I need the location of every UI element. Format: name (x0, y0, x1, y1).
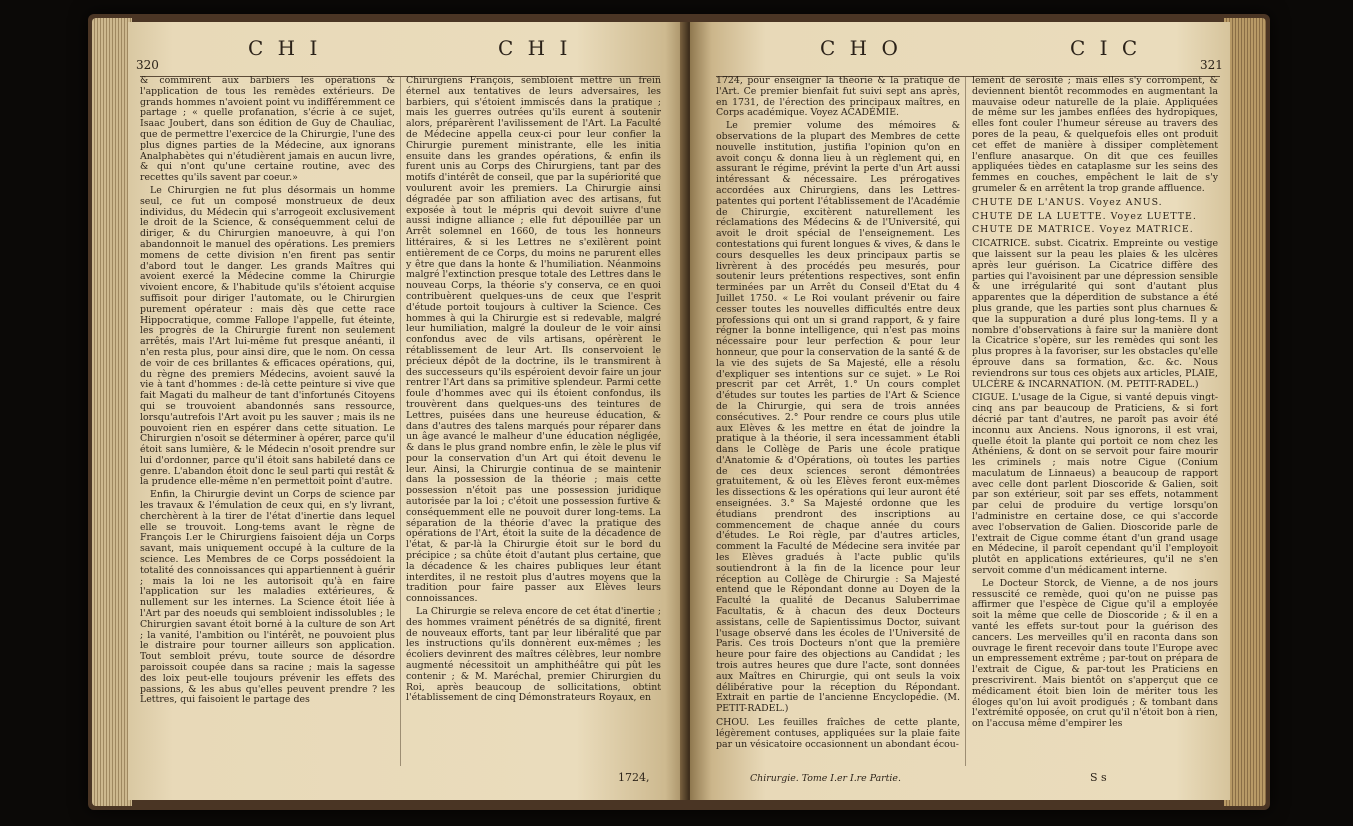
right-column-separator (965, 76, 966, 766)
right-col2-heading: CHUTE DE L'ANUS. Voyez ANUS. (972, 196, 1163, 208)
left-column-2 (406, 76, 661, 766)
right-header-right: C I C (1070, 36, 1142, 60)
right-col1-para: 1724, pour enseigner la théorie & la pratique de l'Art. Ce premier bienfait fut suivi sept ans après, en 1731, de l'érection des principaux maîtres, en Corps académique. Voyez ACADÉMIE. (716, 76, 960, 119)
left-page (128, 22, 688, 800)
right-column-2 (972, 76, 1218, 766)
page-edges-left (92, 18, 132, 806)
right-col2-entry: CICATRICE. subst. Cicatrix. Empreinte ou vestige que laissent sur la peau les plaies & les ulcères après leur guérison. La Cicatrice diffère des parties qui l'avoisinent par une dépression sensible & une irrégularité qui sont d'autant plus apparentes que la déperdition de substance a été plus grande, que les parties sont plus charnues & que la suppuration a duré plus long-tems. Il y a nombre d'observations à faire sur la manière dont la Cicatrice s'opère, sur les remèdes qui sont les plus propres à la favoriser, sur les obstacles qu'elle éprouve dans sa formation, &c. &c. Nous reviendrons sur tous ces objets aux articles, PLAIE, ULCÈRE & INCARNATION. (M. PETIT-RADEL.) (972, 238, 1218, 390)
left-header-left: C H I (248, 36, 322, 60)
left-col1-para: Enfin, la Chirurgie devint un Corps de science par les travaux & l'émulation de ceux qui, en s'y livrant, cherchèrent à la tirer de l'état d'inertie dans lequel elle se trouvoit. Long-tems avant le règne de François I.er le Chirurgiens faisoient déja un Corps savant, mais uniquement occupé à la culture de la science. Les Membres de ce Corps possédoient la totalité des connoissances qui appartiennent à guérir ; mais la loi ne les autorisoit qu'à en faire l'application sur les maladies extérieures, & nullement sur les internes. La Science étoit liée à l'Art par des noeuds qui sembloient indissolubles ; le Chirurgien savant étoit borné à la culture de son Art ; la vanité, l'ambition ou l'intérêt, ne pouvoient plus le distraire pour tourner ailleurs son application. Tout sembloit prévu, toute source de désordre paroissoit coupée dans sa racine ; mais la sagesse des loix peut-elle toujours prévenir les effets des passions, & les abus qu'elles peuvent prendre ? les Lettres, qui faisoient le partage des (140, 489, 395, 706)
left-col2-para: La Chirurgie se releva encore de cet état d'inertie ; des hommes vraiment pénétrés de sa dignité, firent de nouveaux efforts, tant par leur libéralité que par les instructions qu'ils donnèrent eux-mêmes ; les écoliers devinrent des maîtres célèbres, leur nombre augmenté nécessitoit un amphithéâtre qui pût les contenir ; & M. Maréchal, premier Chirurgien du Roi, après beaucoup de sollicitations, obtint l'établissement de cinq Démonstrateurs Royaux, en (406, 606, 661, 704)
right-signature-mark: S s (1090, 771, 1107, 784)
left-page-number: 320 (136, 58, 159, 72)
page-edges-right (1224, 18, 1266, 806)
right-col2-heading: CHUTE DE MATRICE. Voyez MATRICE. (972, 224, 1194, 236)
left-col1-para: Le Chirurgien ne fut plus désormais un homme seul, ce fut un composé monstrueux de deux individus, du Médecin qui s'arrogeoit exclusivement le droit de la Science, & conséquemment celui de diriger, & du Chirurgien manoeuvre, à qui l'on abandonnoit le manuel des opérations. Les premiers momens de cette division n'en firent pas sentir d'abord tout le danger. Les grands Maîtres qui avoient exercé la Médecine comme la Chirurgie vivoient encore, & l'habitude qu'ils s'étoient acquise suffisoit pour diriger l'automate, ou le Chirurgien purement opérateur : mais dès que cette race Hippocratique, comme Fallope l'appelle, fut éteinte, les progrès de la Chirurgie furent non seulement arrêtés, mais l'Art lui-même fut presque anéanti, il n'en resta plus, pour ainsi dire, que le nom. On cessa de voir de ces brillantes & efficaces opérations, qui, du règne des premiers Médecins, avoient sauvé la vie à tant d'hommes : de-là cette peinture si vive que fait Magati du malheur de tant d'infortunés Citoyens qui se trouvoient abandonnés sans ressource, lorsqu'autrefois l'Art avoit pu les sauver ; mais ils ne pouvoient rien en espérer dans cette situation. Le Chirurgien n'osoit se déterminer à opérer, parce qu'il étoit sans lumière, & le Médecin n'osoit prendre sur lui d'ordonner, parce qu'il étoit sans habileté dans ce genre. L'abandon étoit donc le seul parti qui restât & la prudence elle-même n'en permettoit point d'autre. (140, 184, 395, 488)
right-col2-para: lement de sérosité ; mais elles s'y corrompent, & deviennent bientôt recommodes en augmentant la mauvaise odeur naturelle de la plaie. Appliquées de même sur les jambes enflées des hydropiques, elles font couler l'humeur séreuse au travers des pores de la peau, & quelquefois elles ont produit cet effet de manière à dissiper complètement l'enflure anasarque. On dit que ces feuilles appliquées tièdes en cataplasme sur les seins des femmes en couches, empêchent le lait de s'y grumeler & en arrêtent la trop grande affluence. (972, 76, 1218, 194)
left-catchword: 1724, (618, 771, 650, 784)
right-col2-heading: CHUTE DE LA LUETTE. Voyez LUETTE. (972, 210, 1197, 222)
right-page-number: 321 (1200, 58, 1223, 72)
right-col2-entry: CIGUE. L'usage de la Cigue, si vanté depuis vingt-cinq ans par beaucoup de Praticiens, & si fort décrié par tant d'autres, ne paroît pas avoir été inconnu aux Anciens. Nous ignorons, il est vrai, quelle étoit la plante qui portoit ce nom chez les Athéniens, & dont on se servoit pour faire mourir les criminels ; mais notre Cigue (Conium maculatum de Linnaeus) a beaucoup de rapport avec celle dont parlent Dioscoride & Galien, soit par son extérieur, soit par ses effets, notamment par celui de produire du vertige lorsqu'on l'administre en certaine dose, ce qui s'accorde avec l'observation de Galien. Dioscoride parle de l'extrait de Cigue comme étant d'un grand usage en Médecine, il paroît cependant qu'il l'employoit plutôt en applications extérieures, qu'il ne s'en servoit comme d'un médicament interne. (972, 392, 1218, 577)
right-footer-signature-line: Chirurgie. Tome I.er I.re Partie. (750, 773, 901, 784)
right-col2-para: Le Docteur Storck, de Vienne, a de nos jours ressuscité ce remède, quoi qu'on ne puisse pas affirmer que l'espèce de Cigue qu'il a employée soit la même que celle de Dioscoride ; & il en a vanté les effets sur-tout pour la guérison des cancers. Les merveilles qu'il en raconta dans son ouvrage le firent recevoir dans toute l'Europe avec un empressement extrême ; par-tout on prépara de l'extrait de Cigue, & par-tout les Praticiens en prescrivirent. Mais bientôt on s'apperçut que ce médicament étoit bien loin de mériter tous les éloges qu'on lui avoit prodigués ; & tombant dans l'extrémité opposée, on crut qu'il n'étoit bon à rien, on l'accusa même d'empirer les (972, 577, 1218, 730)
left-col2-para: Chirurgiens François, sembloient mettre un frein éternel aux tentatives de leurs adversaires, les barbiers, qui s'étoient immiscés dans la pratique ; mais les guerres outrées qu'ils eurent à soutenir alors, préparèrent l'avilissement de l'Art. La Faculté de Médecine appella ceux-ci pour leur confier la Chirurgie purement ministrante, elle les initia ensuite dans les grandes opérations, & enfin ils furent unis au Corps des Chirurgiens, tant par des motifs d'intérêt de conseil, que par la supériorité que voulurent avoir les premiers. La Chirurgie ainsi dégradée par son affiliation avec des artisans, fut exposée à tout le mépris qui devoit suivre d'une aussi indigne alliance ; elle fut dépouillée par un Arrêt solemnel en 1660, de tous les honneurs littéraires, & si les Lettres ne s'exilèrent point entièrement de ce Corps, du moins ne parurent elles y être que dans la honte & l'humiliation. Néanmoins malgré l'extinction presque totale des Lettres dans le nouveau Corps, la théorie s'y conserva, ce en quoi contribuèrent quelques-uns de ceux que l'esprit d'étude portoit toujours à cultiver la Science. Ces hommes à qui la Chirurgie est si redevable, malgré leur humiliation, malgré la douleur de le voir ainsi confondus avec de vils artisans, opérèrent le rétablissement de leur Art. Ils conservoient le précieux dépôt de la doctrine, ils le transmirent à des successeurs qu'ils espéroient devoir faire un jour rentrer l'Art dans sa primitive splendeur. Parmi cette foule d'hommes avec qui ils étoient confondus, ils trouvèrent dans quelques-uns des teintures de Lettres, puisées dans une heureuse éducation, & dans d'autres des talens marqués pour réparer dans un âge avancé le malheur d'une éducation négligée, & dans le plus grand nombre enfin, le zèle le plus vif pour la conservation d'un Art qui étoit devenu le leur. Ainsi, la Chirurgie continua de se maintenir dans la possession de la théorie ; mais cette possession n'étoit pas une possession juridique autorisée par la loi ; c'étoit une possession furtive & conséquemment elle ne pouvoit durer long-tems. La séparation de la théorie d'avec la pratique des opérations de l'Art, étoit la suite de la décadence de l'état, & par-là la Chirurgie étoit sur le bord du précipice ; sa chûte étoit d'autant plus certaine, que la décadence & les chaires publiques leur étant interdites, il ne restoit plus d'autres moyens que la tradition pour faire passer aux Elèves leurs connoissances. (406, 76, 661, 605)
right-column-1 (716, 76, 960, 766)
right-header-left: C H O (820, 36, 902, 60)
left-header-right: C H I (498, 36, 572, 60)
left-column-separator (400, 76, 401, 766)
right-col1-entry: CHOU. Les feuilles fraîches de cette plante, légèrement contuses, appliquées sur la plaie faite par un vésicatoire occasionnent un abondant écou- (716, 717, 960, 750)
right-page (690, 22, 1230, 800)
left-column-1 (140, 76, 395, 766)
right-col1-para: Le premier volume des mémoires & observations de la plupart des Membres de cette nouvelle institution, justifia l'opinion qu'on en avoit conçu & donna lieu à un règlement qui, en assurant le régime, prévint la perte d'un Art aussi intéressant & nécessaire. Les prérogatives accordées aux Chirurgiens, dans les Lettres-patentes qui portent l'établissement de l'Académie de Chirurgie, excitèrent naturellement les réclamations des Médecins & de l'Université, qui avoit le droit spécial de l'enseignement. Les contestations qui furent longues & vives, & dans le cours desquelles les deux principaux partis se livrèrent à des procédés peu mesurés, pour soutenir leurs prétentions respectives, sont enfin terminées par un Arrêt du Conseil d'Etat du 4 Juillet 1750. « Le Roi voulant prévenir ou faire cesser toutes les nouvelles difficultés entre deux professions qui ont un si grand rapport, & y faire régner la bonne intelligence, qui n'est pas moins nécessaire pour leur perfection & pour leur honneur, que pour la conservation de la santé & de la vie des sujets de Sa Majesté, elle a résolu d'expliquer ses intentions sur ce sujet. » Le Roi prescrit par cet Arrêt, 1.° Un cours complet d'études sur toutes les parties de l'Art & Science de la Chirurgie, qui sera de trois années consécutives. 2.° Pour rendre ce cours plus utile aux Elèves & les mettre en état de joindre la pratique à la théorie, il sera incessamment établi dans le Collège de Paris une école pratique d'Anatomie & d'Opérations, où toutes les parties de ces deux sciences seront démontrées gratuitement, & où les Elèves feront eux-mêmes les dissections & les opérations qui leur auront été enseignées. 3.° Sa Majesté ordonne que les étudians prendront des inscriptions au commencement de chaque année du cours d'études. Le Roi règle, par d'autres articles, comment la Faculté de Médecine sera invitée par les Elèves gradués à l'acte public qu'ils soutiendront à la fin de la licence pour leur réception au Collège de Chirurgie : Sa Majesté entend que le Répondant donne au Doyen de la Faculté la qualité de Decanus Saluberrimae Facultatis, & à chacun des deux Docteurs assistans, celle de Sapientissimus Doctor, suivant l'usage observé dans les écoles de l'Université de Paris. Ces trois Docteurs n'ont que la première heure pour faire des objections au Candidat ; les trois autres heures que dure l'acte, sont données aux Maîtres en Chirurgie, qui ont seuls la voix délibérative pour la réception du Répondant. Extrait en partie de l'ancienne Encyclopédie. (M. PETIT-RADEL.) (716, 120, 960, 715)
left-col1-para: & commirent aux barbiers les opérations & l'application de tous les remèdes extérieurs. De grands hommes n'avoient point vu indifféremment ce partage ; « quelle profanation, s'écrie à ce sujet, Isaac Joubert, dans son édition de Guy de Chauliac, que de permettre l'exercice de la Chirurgie, l'une des plus dignes parties de la Médecine, aux ignorans Analphabètes qui n'étudièrent jamais en aucun livre, & qui n'ont qu'une certaine routine, avec des recettes qu'ils savent par coeur.» (140, 76, 395, 184)
